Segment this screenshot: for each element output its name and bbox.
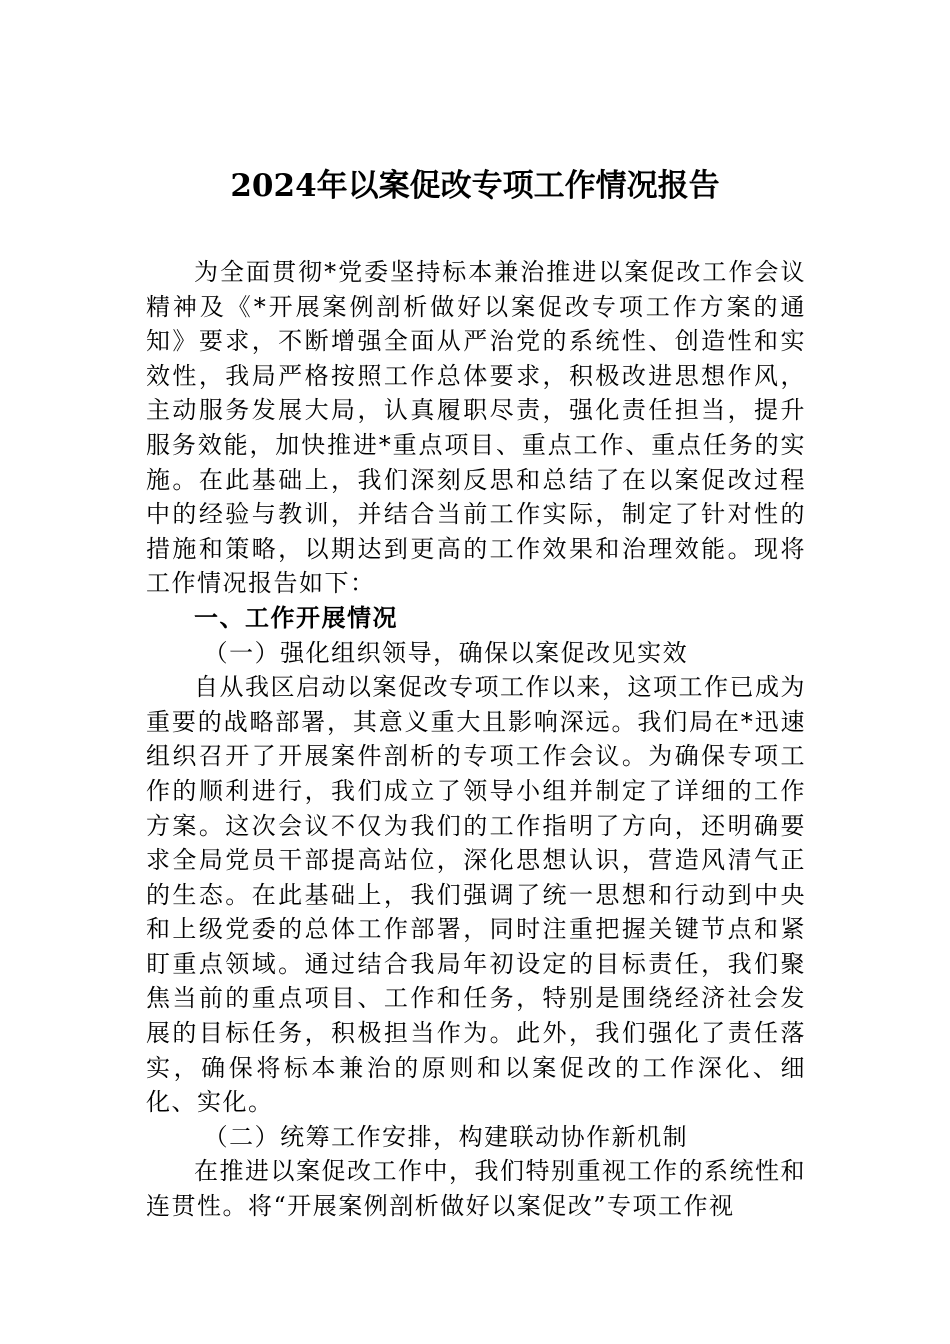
section-heading-work-status: 一、工作开展情况 [194,602,398,632]
document-title: 2024年以案促改专项工作情况报告 [230,168,720,204]
intro-paragraph: 为全面贯彻*党委坚持标本兼治推进以案促改工作会议精神及《*开展案例剖析做好以案促改专项工作方案的通知》要求，不断增强全面从严治党的系统性、创造性和实效性，我局严格按照工作总体要求，积极改进思想作风，主动服务发展大局，认真履职尽责，强化责任担当，提升服务效能，加快推进*重点项目、重点工作、重点任务的实施。在此基础上，我们深刻反思和总结了在以案促改过程中的经验与教训，并结合当前工作实际，制定了针对性的措施和策略，以期达到更高的工作效果和治理效能。现将工作情况报告如下： [146,258,806,598]
subsection-1-paragraph: 自从我区启动以案促改专项工作以来，这项工作已成为重要的战略部署，其意义重大且影响深远。我们局在*迅速组织召开了开展案件剖析的专项工作会议。为确保专项工作的顺利进行，我们成立了领导小组并制定了详细的工作方案。这次会议不仅为我们的工作指明了方向，还明确要求全局党员干部提高站位，深化思想认识，营造风清气正的生态。在此基础上，我们强调了统一思想和行动到中央和上级党委的总体工作部署，同时注重把握关键节点和紧盯重点领域。通过结合我局年初设定的目标责任，我们聚焦当前的重点项目、工作和任务，特别是围绕经济社会发展的目标任务，积极担当作为。此外，我们强化了责任落实，确保将标本兼治的原则和以案促改的工作深化、细化、实化。 [146,673,806,1117]
document-body [146,255,806,1224]
subsection-heading-1: （一）强化组织领导，确保以案促改见实效 [203,638,689,667]
subsection-heading-2: （二）统筹工作安排，构建联动协作新机制 [203,1122,689,1151]
subsection-2-paragraph: 在推进以案促改工作中，我们特别重视工作的系统性和连贯性。将“开展案例剖析做好以案促改”专项工作视 [146,1157,806,1221]
